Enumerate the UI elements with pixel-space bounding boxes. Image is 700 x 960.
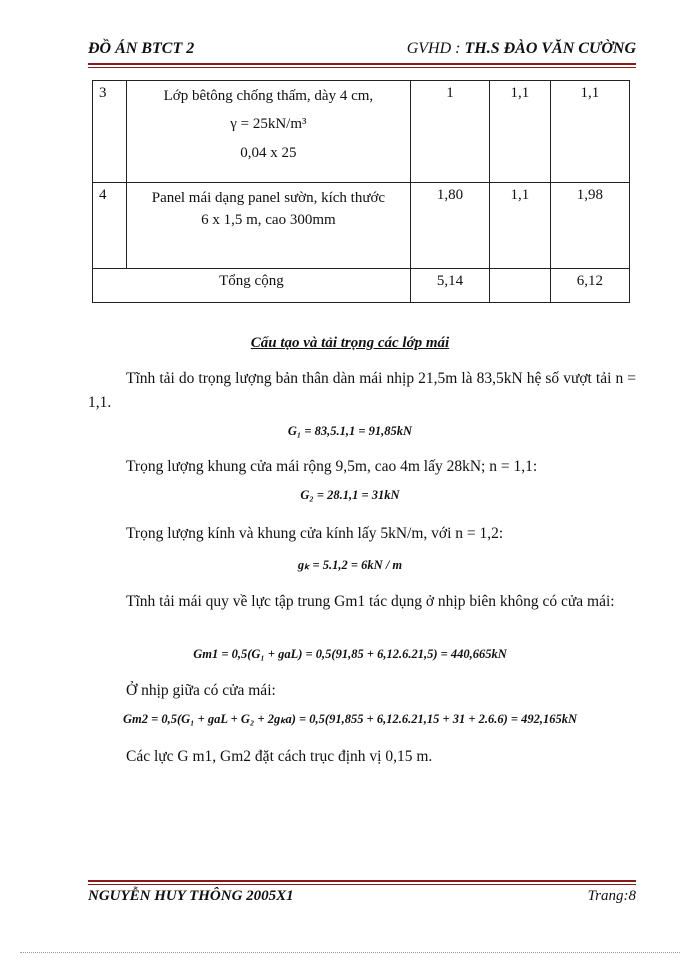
- paragraph: Tĩnh tải mái quy về lực tập trung Gm1 tác dụng ở nhịp biên không có cửa mái:: [126, 593, 615, 610]
- header-prefix: GVHD :: [406, 40, 461, 57]
- table-cell: 1,80: [410, 183, 489, 269]
- paragraph: Các lực G m1, Gm2 đặt cách trục định vị 0,15 m.: [126, 748, 433, 765]
- table-cell: [490, 269, 551, 303]
- table-cell: 1,1: [490, 81, 551, 183]
- section-title: Cấu tạo và tải trọng các lớp mái: [250, 335, 450, 351]
- formula: gₖ = 5.1,2 = 6kN / m: [297, 558, 403, 572]
- formula: Gm2 = 0,5(G₁ + gaL + G₂ + 2gₖa) = 0,5(91,855 + 6,12.6.21,15 + 31 + 2.6.6) = 492,165kN: [122, 712, 578, 726]
- table-cell-desc: [126, 183, 410, 269]
- table-cell: 1,1: [550, 81, 629, 183]
- header-left: ĐỒ ÁN BTCT 2: [88, 40, 195, 57]
- desc-line: 0,04 x 25: [240, 145, 297, 161]
- footer-author: NGUYỄN HUY THÔNG 2005X1: [88, 888, 294, 904]
- table-cell: 6,12: [550, 269, 629, 303]
- formula: Gm1 = 0,5(G₁ + gaL) = 0,5(91,85 + 6,12.6.21,5) = 440,665kN: [193, 647, 507, 661]
- paragraph: Trọng lượng kính và khung cửa kính lấy 5kN/m, với n = 1,2:: [126, 525, 504, 542]
- page-header: [88, 40, 636, 62]
- header-right: [407, 40, 636, 58]
- table-row: [93, 183, 630, 269]
- table-row: [93, 81, 630, 183]
- paragraph: Trọng lượng khung cửa mái rộng 9,5m, cao 4m lấy 28kN; n = 1,1:: [126, 458, 538, 475]
- desc-line: 6 x 1,5 m, cao 300mm: [201, 212, 336, 228]
- paragraph: Ở nhịp giữa có cửa mái:: [126, 682, 276, 699]
- header-name: TH.S ĐÀO VĂN CƯỜNG: [464, 40, 636, 57]
- total-label: Tổng cộng: [93, 269, 411, 303]
- header-rule-thin: [88, 67, 636, 68]
- table-row-total: [93, 269, 630, 303]
- page-number: Trang:8: [587, 888, 636, 904]
- page-edge-dots: [20, 952, 680, 953]
- table-cell: 1,1: [490, 183, 551, 269]
- desc-line: Panel mái dạng panel sườn, kích thước: [151, 190, 386, 206]
- header-rule: [88, 63, 636, 65]
- desc-line: γ = 25kN/m³: [230, 116, 307, 132]
- formula: G₁ = 83,5.1,1 = 91,85kN: [287, 424, 413, 438]
- table-cell: 5,14: [410, 269, 489, 303]
- table-cell: 1: [410, 81, 489, 183]
- table-cell-no: 3: [93, 81, 127, 183]
- footer-rule-thin: [88, 884, 636, 885]
- desc-line: Lớp bêtông chống thấm, dày 4 cm,: [163, 88, 374, 104]
- table-cell: 1,98: [550, 183, 629, 269]
- formula: G₂ = 28.1,1 = 31kN: [300, 488, 400, 502]
- paragraph: Tĩnh tải do trọng lượng bản thân dàn mái nhịp 21,5m là 83,5kN hệ số vượt tải n = 1,1.: [88, 370, 636, 411]
- load-table: [92, 80, 630, 303]
- table-cell-no: 4: [93, 183, 127, 269]
- page-footer: [88, 888, 636, 910]
- footer-rule: [88, 880, 636, 882]
- table-cell-desc: [126, 81, 410, 183]
